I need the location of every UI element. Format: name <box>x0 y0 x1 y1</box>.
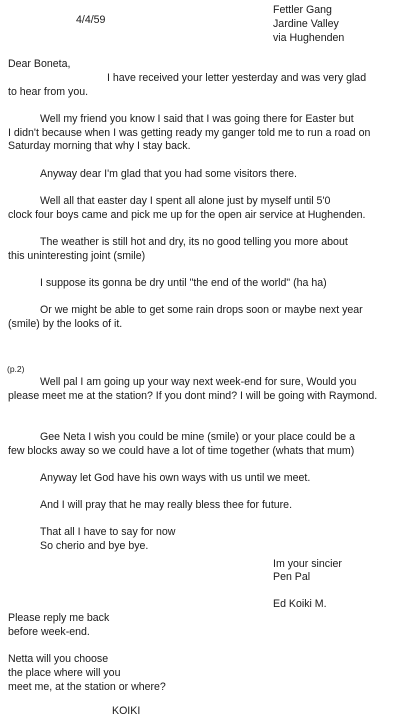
paragraph-rest: clock four boys came and pick me up for the open air service at Hughenden. <box>8 209 366 221</box>
paragraph-rest: few blocks away so we could have a lot of time together (whats that mum) <box>8 445 355 457</box>
address-line: Jardine Valley <box>273 18 339 30</box>
paragraph-first-line: Well pal I am going up your way next week-end for sure, Would you <box>40 376 357 388</box>
paragraph-first-line: Well all that easter day I spent all alone just by myself until 5'0 <box>40 195 331 207</box>
postscript-line: Please reply me back <box>8 612 110 624</box>
paragraph-rest: (smile) by the looks of it. <box>8 318 123 330</box>
paragraph-first-line: The weather is still hot and dry, its no good telling you more about <box>40 236 348 248</box>
paragraph-first-line: I have received your letter yesterday and was very glad <box>107 72 367 84</box>
paragraph-rest: I didn't because when I was getting ready my ganger told me to run a road on Saturday morning that why I stay back. <box>8 127 371 152</box>
postscript-line: the place where will you <box>8 667 121 679</box>
paragraph-first-line: Gee Neta I wish you could be mine (smile) or your place could be a <box>40 431 356 443</box>
paragraph-first-line: Anyway let God have his own ways with us until we meet. <box>40 472 311 484</box>
salutation: Dear Boneta, <box>8 58 71 70</box>
letter-date: 4/4/59 <box>76 14 106 26</box>
paragraph-line: to hear from you. <box>8 86 89 98</box>
paragraph-rest: please meet me at the station? If you dont mind? I will be going with Raymond. <box>8 390 378 402</box>
signoff-line: Im your sincier <box>273 558 342 570</box>
signature: Ed Koiki M. <box>273 598 327 610</box>
signoff-line: Pen Pal <box>273 571 311 583</box>
address-line: Fettler Gang <box>273 4 332 16</box>
closing-line: So cherio and bye bye. <box>40 540 149 552</box>
closing-line: That all I have to say for now <box>40 526 176 538</box>
footer-name: KOIKI <box>112 705 141 717</box>
paragraph-first-line: And I will pray that he may really bless thee for future. <box>40 499 293 511</box>
postscript-line: before week-end. <box>8 626 90 638</box>
paragraph-first-line: Well my friend you know I said that I was going there for Easter but <box>40 113 354 125</box>
postscript-line: meet me, at the station or where? <box>8 681 166 693</box>
paragraph-first-line: Anyway dear I'm glad that you had some visitors there. <box>40 168 297 180</box>
paragraph-first-line: Or we might be able to get some rain drops soon or maybe next year <box>40 304 363 316</box>
paragraph-first-line: I suppose its gonna be dry until "the end of the world" (ha ha) <box>40 277 327 289</box>
postscript-line: Netta will you choose <box>8 653 109 665</box>
address-line: via Hughenden <box>273 32 345 44</box>
paragraph-rest: this uninteresting joint (smile) <box>8 250 146 262</box>
page-marker: (p.2) <box>7 364 25 374</box>
